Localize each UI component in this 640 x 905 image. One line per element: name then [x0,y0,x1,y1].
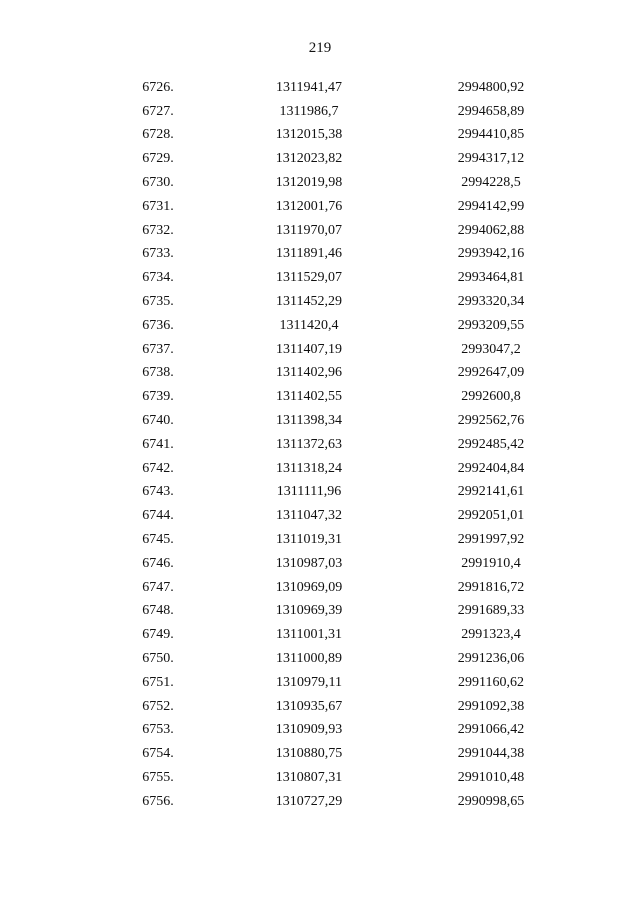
table-row [100,671,580,695]
x-coordinate-cell: 1311000,89 [276,651,342,667]
y-coordinate-cell: 2992141,61 [457,484,525,500]
x-coordinate-cell: 1311941,47 [276,79,342,95]
y-coordinate-cell: 2994658,89 [457,103,525,119]
point-number-cell: 6733. [142,246,174,262]
table-row [100,219,580,243]
x-coordinate-cell: 1311891,46 [276,246,342,262]
x-coordinate-cell: 1311986,7 [279,103,339,119]
x-coordinate-cell: 1311398,34 [276,413,342,429]
y-coordinate-cell: 2991689,33 [457,603,525,619]
table-row [100,243,580,267]
point-number-cell: 6736. [142,317,174,333]
table-row [100,600,580,624]
x-coordinate-cell: 1310969,39 [275,603,343,619]
y-coordinate-cell: 2993209,55 [457,317,525,333]
x-coordinate-cell: 1311452,29 [276,294,342,310]
y-coordinate-cell: 2991092,38 [457,698,525,714]
table-row [100,623,580,647]
y-coordinate-cell: 2993942,16 [457,246,525,262]
table-row [100,266,580,290]
x-coordinate-cell: 1311318,24 [276,460,342,476]
table-row [100,504,580,528]
table-row [100,528,580,552]
table-row [100,695,580,719]
point-number-cell: 6751. [142,674,174,690]
point-number-cell: 6755. [142,770,174,785]
table-row [100,385,580,409]
x-coordinate-cell: 1311407,19 [276,341,342,357]
y-coordinate-cell: 2991323,4 [461,627,521,643]
table-row [100,314,580,338]
x-coordinate-cell: 1310727,29 [275,793,343,809]
table-row [100,576,580,600]
page-number: 219 [308,40,332,56]
point-number-cell: 6727. [142,103,174,119]
table-row [100,433,580,457]
y-coordinate-cell: 2991236,06 [457,651,525,667]
x-coordinate-cell: 1312019,98 [275,175,343,191]
y-coordinate-cell: 2993320,34 [457,294,525,310]
y-coordinate-cell: 2994410,85 [457,127,525,143]
point-number-cell: 6756. [142,793,174,809]
table-row [100,124,580,148]
y-coordinate-cell: 2993464,81 [457,270,525,286]
point-number-cell: 6737. [142,341,174,357]
point-number-cell: 6741. [142,436,174,452]
x-coordinate-cell: 1311402,55 [276,389,342,405]
point-number-cell: 6731. [142,198,174,214]
point-number-cell: 6750. [142,651,174,667]
y-coordinate-cell: 2991910,4 [461,555,521,571]
y-coordinate-cell: 2993047,2 [461,341,521,357]
x-coordinate-cell: 1310969,09 [275,579,343,595]
x-coordinate-cell: 1311529,07 [276,270,342,286]
x-coordinate-cell: 1312023,82 [275,151,343,167]
table-row [100,457,580,481]
point-number-cell: 6739. [142,389,174,405]
y-coordinate-cell: 2991044,38 [457,746,525,762]
table-row [100,100,580,124]
x-coordinate-cell: 1310987,03 [275,555,343,571]
coordinates-table [100,76,580,814]
point-number-cell: 6745. [142,532,174,548]
y-coordinate-cell: 2992485,42 [457,436,525,452]
point-number-cell: 6734. [142,270,174,286]
x-coordinate-cell: 1310807,31 [275,770,343,785]
point-number-cell: 6749. [142,627,174,643]
x-coordinate-cell: 1311402,96 [276,365,342,381]
x-coordinate-cell: 1311001,31 [276,627,342,643]
y-coordinate-cell: 2991816,72 [457,579,525,595]
table-row [100,409,580,433]
point-number-cell: 6753. [142,722,174,738]
table-row [100,338,580,362]
table-row [100,195,580,219]
y-coordinate-cell: 2991160,62 [458,674,524,690]
table-row [100,552,580,576]
y-coordinate-cell: 2994800,92 [457,79,525,95]
point-number-cell: 6729. [142,151,174,167]
y-coordinate-cell: 2991066,42 [457,722,525,738]
point-number-cell: 6735. [142,294,174,310]
y-coordinate-cell: 2992562,76 [457,413,525,429]
y-coordinate-cell: 2990998,65 [457,793,525,809]
point-number-cell: 6746. [142,555,174,571]
table-row [100,147,580,171]
y-coordinate-cell: 2994142,99 [457,198,525,214]
point-number-cell: 6748. [142,603,174,619]
point-number-cell: 6728. [142,127,174,143]
table-row [100,171,580,195]
y-coordinate-cell: 2994228,5 [461,175,521,191]
x-coordinate-cell: 1310880,75 [275,746,343,762]
point-number-cell: 6752. [142,698,174,714]
x-coordinate-cell: 1310979,11 [276,674,342,690]
x-coordinate-cell: 1311372,63 [276,436,342,452]
x-coordinate-cell: 1310909,93 [275,722,343,738]
point-number-cell: 6742. [142,460,174,476]
y-coordinate-cell: 2992051,01 [457,508,525,524]
table-row [100,362,580,386]
y-coordinate-cell: 2991010,48 [457,770,525,785]
table-row [100,76,580,100]
point-number-cell: 6740. [142,413,174,429]
x-coordinate-cell: 1311970,07 [276,222,342,238]
point-number-cell: 6732. [142,222,174,238]
x-coordinate-cell: 1312015,38 [275,127,343,143]
y-coordinate-cell: 2994062,88 [457,222,525,238]
y-coordinate-cell: 2992404,84 [457,460,525,476]
x-coordinate-cell: 1311047,32 [276,508,342,524]
table-row [100,766,580,790]
x-coordinate-cell: 1311111,96 [276,484,342,500]
table-row [100,719,580,743]
y-coordinate-cell: 2991997,92 [457,532,525,548]
x-coordinate-cell: 1312001,76 [275,198,343,214]
table-row [100,742,580,766]
x-coordinate-cell: 1310935,67 [275,698,343,714]
point-number-cell: 6754. [142,746,174,762]
table-row [100,481,580,505]
table-row [100,647,580,671]
point-number-cell: 6726. [142,79,174,95]
y-coordinate-cell: 2994317,12 [457,151,525,167]
point-number-cell: 6744. [142,508,174,524]
y-coordinate-cell: 2992600,8 [461,389,521,405]
point-number-cell: 6730. [142,175,174,191]
coordinates-table-body [100,76,580,814]
point-number-cell: 6743. [142,484,174,500]
x-coordinate-cell: 1311019,31 [276,532,342,548]
table-row [100,790,580,814]
point-number-cell: 6747. [142,579,174,595]
point-number-cell: 6738. [142,365,174,381]
x-coordinate-cell: 1311420,4 [279,317,339,333]
y-coordinate-cell: 2992647,09 [457,365,525,381]
table-row [100,290,580,314]
